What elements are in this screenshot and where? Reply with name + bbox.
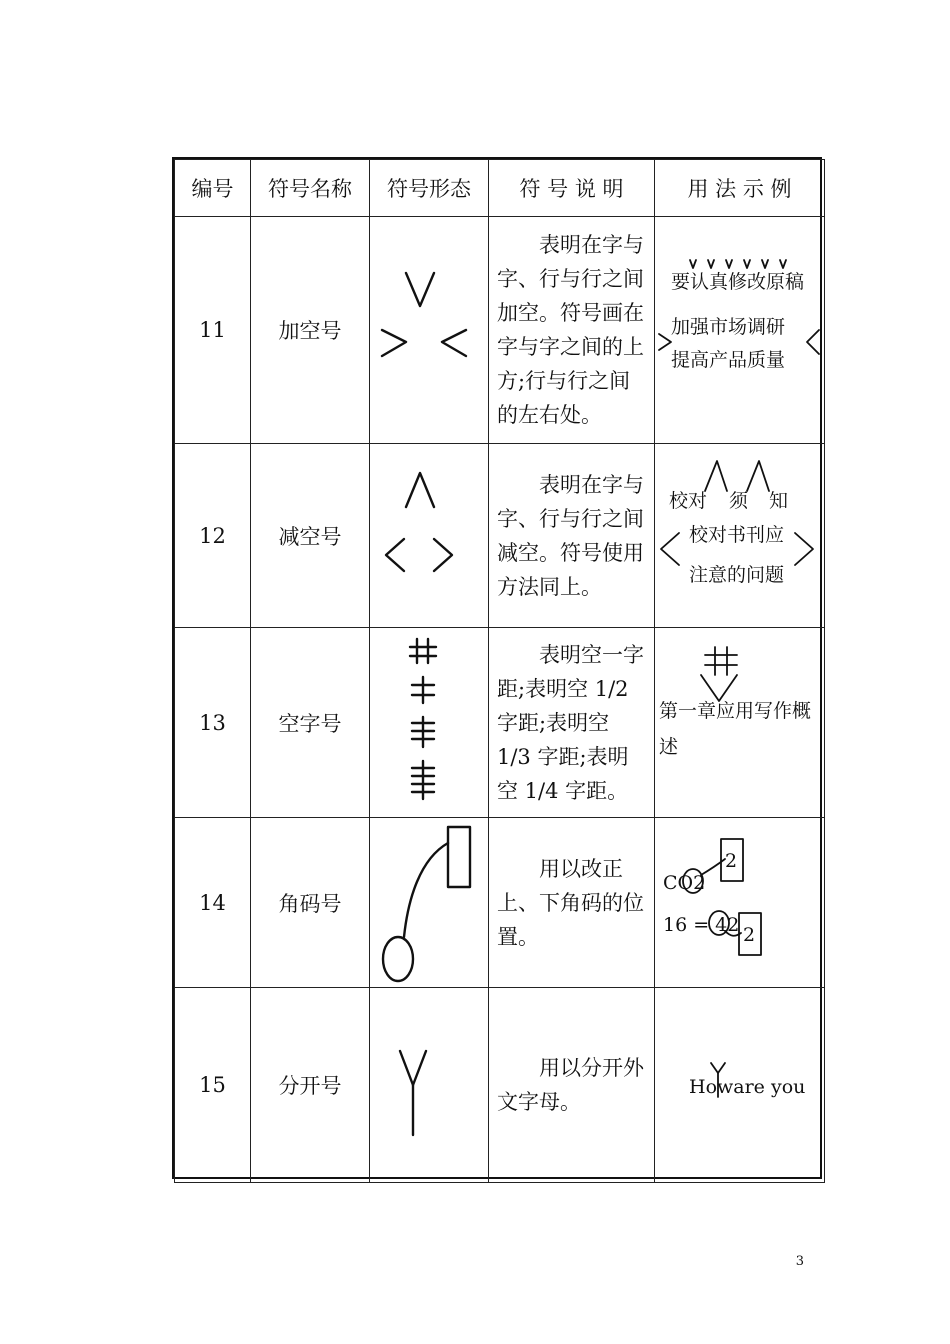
proofreading-symbols-table — [172, 157, 822, 1179]
example-line: 注意的问题 — [689, 563, 785, 586]
row-example — [655, 444, 825, 628]
row-symbol — [370, 818, 489, 988]
row-number: 14 — [175, 818, 251, 988]
row-name: 角码号 — [251, 818, 370, 988]
reduce-space-example — [655, 445, 823, 627]
space-character-example — [655, 629, 823, 817]
example-line: 须 — [729, 489, 749, 512]
row-number: 11 — [175, 217, 251, 444]
example-line: 提高产品质量 — [671, 348, 786, 371]
row-description: 表明在字与字、行与行之间加空。符号画在字与字之间的上方;行与行之间的左右处。 — [489, 217, 655, 444]
separate-letters-mark-icon — [370, 989, 487, 1182]
table-row — [175, 628, 825, 818]
example-line: CO2 — [663, 871, 706, 894]
row-number: 12 — [175, 444, 251, 628]
row-example — [655, 818, 825, 988]
example-line: 述 — [659, 735, 679, 758]
row-description: 表明在字与字、行与行之间减空。符号使用方法同上。 — [489, 444, 655, 628]
row-name: 分开号 — [251, 988, 370, 1183]
header-description: 符 号 说 明 — [489, 160, 655, 217]
row-number: 13 — [175, 628, 251, 818]
row-number: 15 — [175, 988, 251, 1183]
index-position-mark-icon — [370, 819, 487, 987]
row-symbol — [370, 444, 489, 628]
example-line: Howare you — [689, 1075, 806, 1098]
example-line: 校对书刊应 — [689, 523, 785, 546]
row-description: 表明空一字距;表明空 1/2 字距;表明空 1/3 字距;表明空 1/4 字距。 — [489, 628, 655, 818]
row-example — [655, 217, 825, 444]
row-name: 加空号 — [251, 217, 370, 444]
example-line: 要认真修改原稿 — [671, 270, 805, 293]
row-name: 减空号 — [251, 444, 370, 628]
row-symbol — [370, 988, 489, 1183]
example-line: 加强市场调研 — [671, 315, 786, 338]
row-symbol — [370, 628, 489, 818]
page-number: 3 — [795, 1254, 804, 1269]
example-line: 16 = 42 — [663, 913, 740, 936]
example-line: 2 — [743, 923, 756, 946]
space-character-marks-icon — [370, 629, 487, 817]
example-line: 知 — [769, 489, 789, 512]
row-name: 空字号 — [251, 628, 370, 818]
header-name: 符号名称 — [251, 160, 370, 217]
index-position-example — [655, 819, 823, 987]
row-description: 用以分开外文字母。 — [489, 988, 655, 1183]
separate-letters-example — [655, 989, 823, 1182]
table-row — [175, 444, 825, 628]
example-line: 2 — [725, 849, 738, 872]
table-header-row — [175, 160, 825, 217]
row-example — [655, 628, 825, 818]
table-row — [175, 988, 825, 1183]
table-row — [175, 217, 825, 444]
row-description: 用以改正上、下角码的位置。 — [489, 818, 655, 988]
header-shape: 符号形态 — [370, 160, 489, 217]
add-space-example — [655, 218, 823, 443]
reduce-space-marks-icon — [370, 445, 487, 627]
row-symbol — [370, 217, 489, 444]
add-space-marks-icon — [370, 218, 487, 443]
table-row — [175, 818, 825, 988]
example-line: 校对 — [669, 489, 708, 512]
header-number: 编号 — [175, 160, 251, 217]
header-example: 用 法 示 例 — [655, 160, 825, 217]
example-line: 第一章应用写作概 — [659, 699, 812, 722]
row-example — [655, 988, 825, 1183]
